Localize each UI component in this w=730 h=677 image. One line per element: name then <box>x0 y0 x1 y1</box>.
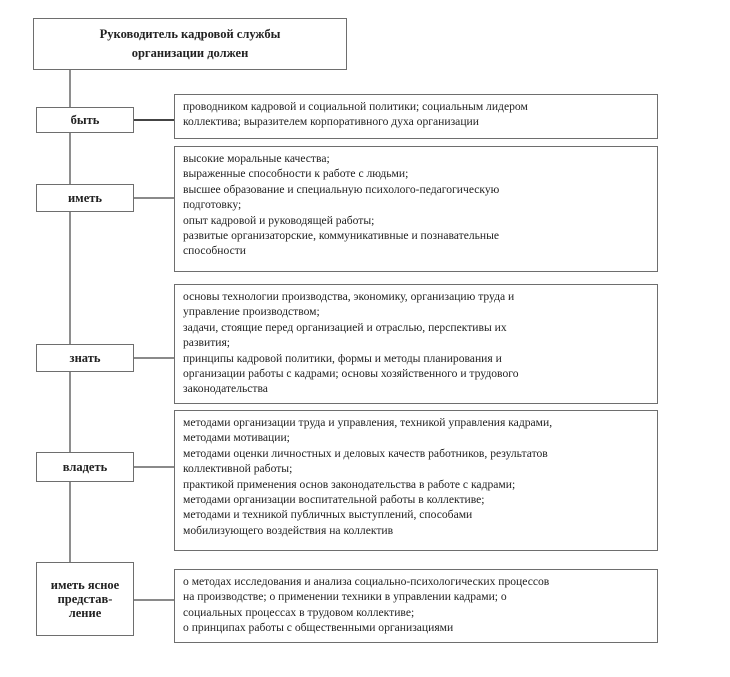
category-znat <box>36 344 134 372</box>
description-line: на производстве; о применении техники в управлении кадрами; о <box>183 590 507 604</box>
description-line: законодательства <box>183 382 268 396</box>
category-label-line: иметь ясное <box>50 578 120 592</box>
diagram-title-box <box>33 18 347 70</box>
category-predstavlenie <box>36 562 134 636</box>
category-label: иметь <box>67 191 102 205</box>
description-line: основы технологии производства, экономику, организацию труда и <box>183 290 515 303</box>
category-imet <box>36 184 134 212</box>
description-line: мобилизующего воздействия на коллектив <box>183 523 394 537</box>
description-line: развития; <box>183 336 231 350</box>
description-line: методами мотивации; <box>183 431 290 445</box>
title-line-2: организации должен <box>131 46 249 60</box>
category-label-line: ление <box>68 606 102 620</box>
description-line: социальных процессах в трудовом коллективе; <box>183 605 415 619</box>
description-line: способности <box>183 244 246 258</box>
description-vladet <box>174 410 658 551</box>
description-line: развитые организаторские, коммуникативные и познавательные <box>183 229 500 243</box>
description-predstavlenie <box>174 569 658 643</box>
category-label: знать <box>69 351 101 365</box>
title-line-1: Руководитель кадровой службы <box>99 27 281 41</box>
description-line: методами организации труда и управления, техникой управления кадрами, <box>183 416 553 429</box>
description-line: коллектива; выразителем корпоративного духа организации <box>183 115 479 129</box>
description-znat <box>174 284 658 404</box>
category-byt <box>36 107 134 133</box>
description-line: высокие моральные качества; <box>183 152 330 165</box>
description-line: управление производством; <box>183 305 320 319</box>
description-line: о методах исследования и анализа социально-психологических процессов <box>183 575 550 588</box>
description-line: подготовку; <box>183 198 242 212</box>
description-line: высшее образование и специальную психолого-педагогическую <box>183 182 500 196</box>
description-line: методами оценки личностных и деловых качеств работников, результатов <box>183 446 548 460</box>
description-line: задачи, стоящие перед организацией и отраслью, перспективы их <box>183 320 507 334</box>
description-line: практикой применения основ законодательства в работе с кадрами; <box>183 477 516 491</box>
description-line: выраженные способности к работе с людьми; <box>183 167 409 181</box>
description-line: методами и техникой публичных выступлений, способами <box>183 508 473 522</box>
description-line: о принципах работы с общественными организациями <box>183 621 454 635</box>
category-label: владеть <box>62 460 108 474</box>
description-line: методами организации воспитательной работы в коллективе; <box>183 493 485 507</box>
category-label: быть <box>70 113 100 127</box>
description-line: принципы кадровой политики, формы и методы планирования и <box>183 351 502 365</box>
description-line: коллективной работы; <box>183 462 293 476</box>
description-imet <box>174 146 658 272</box>
description-line: опыт кадровой и руководящей работы; <box>183 213 375 227</box>
description-line: проводником кадровой и социальной политики; социальным лидером <box>183 100 528 113</box>
category-vladet <box>36 452 134 482</box>
category-label-line: представ- <box>57 592 113 606</box>
description-line: организации работы с кадрами; основы хозяйственного и трудового <box>183 367 519 381</box>
description-byt <box>174 94 658 139</box>
